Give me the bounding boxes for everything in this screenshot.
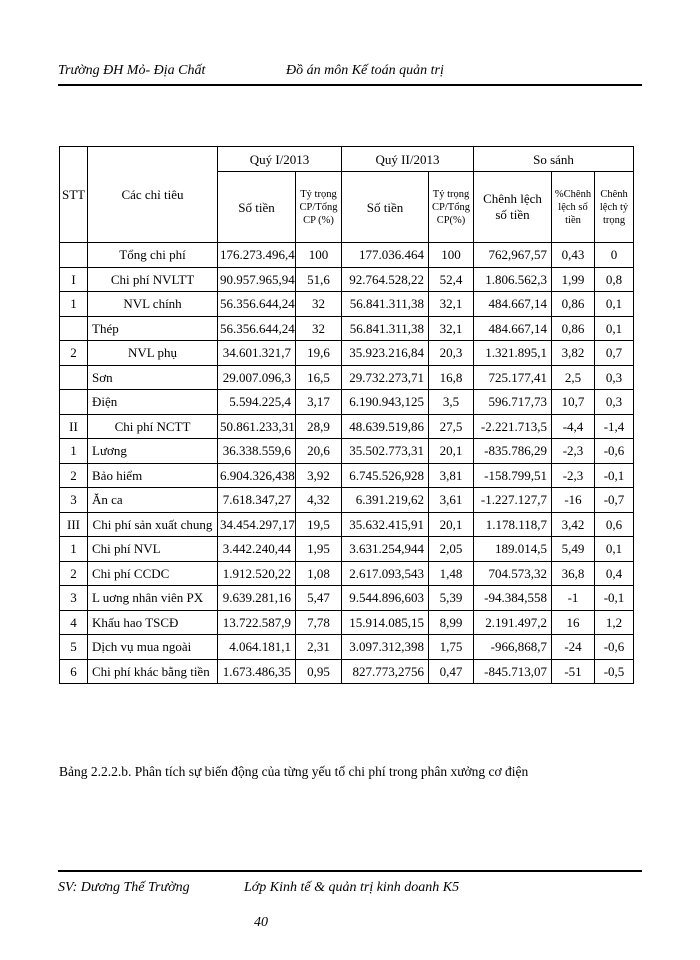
cell-amount-q1: 56.356.644,24 xyxy=(218,292,296,317)
cell-ratio-q1: 3,17 xyxy=(296,390,342,415)
cell-diff-pct: -16 xyxy=(552,488,595,513)
cell-diff-pct: -2,3 xyxy=(552,439,595,464)
cell-stt: 2 xyxy=(60,463,88,488)
cell-diff-pct: 1,99 xyxy=(552,267,595,292)
cell-diff-ratio: 0,6 xyxy=(595,512,634,537)
cell-item: NVL chính xyxy=(88,292,218,317)
cell-stt: 2 xyxy=(60,561,88,586)
cell-amount-q2: 827.773,2756 xyxy=(342,659,429,684)
cell-amount-q1: 4.064.181,1 xyxy=(218,635,296,660)
cell-amount-q1: 1.912.520,22 xyxy=(218,561,296,586)
cell-ratio-q2: 20,1 xyxy=(429,512,474,537)
cell-item: Chi phí CCDC xyxy=(88,561,218,586)
table-row xyxy=(60,463,634,488)
cell-item: Sơn xyxy=(88,365,218,390)
cell-ratio-q1: 32 xyxy=(296,316,342,341)
table-row xyxy=(60,512,634,537)
cell-ratio-q1: 2,31 xyxy=(296,635,342,660)
cell-amount-q2: 56.841.311,38 xyxy=(342,316,429,341)
cell-diff-ratio: 0,1 xyxy=(595,316,634,341)
cell-amount-q2: 56.841.311,38 xyxy=(342,292,429,317)
cell-amount-q2: 35.632.415,91 xyxy=(342,512,429,537)
col-compare: So sánh xyxy=(474,147,634,172)
cell-diff-ratio: -0,7 xyxy=(595,488,634,513)
cell-diff-ratio: -0,1 xyxy=(595,586,634,611)
table-row xyxy=(60,488,634,513)
cell-diff-amount: 2.191.497,2 xyxy=(474,610,552,635)
cell-stt: 3 xyxy=(60,488,88,513)
cell-diff-amount: -94.384,558 xyxy=(474,586,552,611)
table-caption: Bảng 2.2.2.b. Phân tích sự biến động của từng yếu tố chi phí trong phân xưởng cơ điện xyxy=(59,764,529,779)
cell-ratio-q1: 0,95 xyxy=(296,659,342,684)
table-row xyxy=(60,390,634,415)
table-row xyxy=(60,439,634,464)
cell-item: Dịch vụ mua ngoài xyxy=(88,635,218,660)
cell-diff-pct: 5,49 xyxy=(552,537,595,562)
cell-ratio-q2: 1,48 xyxy=(429,561,474,586)
table-row xyxy=(60,267,634,292)
cell-diff-pct: 36,8 xyxy=(552,561,595,586)
cell-item: Chi phí NVL xyxy=(88,537,218,562)
cell-amount-q1: 3.442.240,44 xyxy=(218,537,296,562)
cell-item: Chi phí khác bằng tiền xyxy=(88,659,218,684)
cell-ratio-q2: 20,1 xyxy=(429,439,474,464)
cell-ratio-q1: 28,9 xyxy=(296,414,342,439)
table-row xyxy=(60,316,634,341)
cell-ratio-q2: 32,1 xyxy=(429,316,474,341)
cell-stt: 3 xyxy=(60,586,88,611)
cell-ratio-q1: 4,32 xyxy=(296,488,342,513)
cell-ratio-q2: 3,5 xyxy=(429,390,474,415)
cell-diff-amount: 484.667,14 xyxy=(474,292,552,317)
cell-amount-q1: 13.722.587,9 xyxy=(218,610,296,635)
cell-ratio-q2: 0,47 xyxy=(429,659,474,684)
cell-stt xyxy=(60,316,88,341)
cell-item: Điện xyxy=(88,390,218,415)
table-body xyxy=(60,243,634,684)
cell-diff-ratio: 0,3 xyxy=(595,365,634,390)
table-row xyxy=(60,365,634,390)
cell-amount-q1: 36.338.559,6 xyxy=(218,439,296,464)
page-header xyxy=(58,63,642,83)
page-number: 40 xyxy=(254,915,268,930)
cell-stt xyxy=(60,243,88,268)
cell-stt: 6 xyxy=(60,659,88,684)
cell-amount-q1: 34.601.321,7 xyxy=(218,341,296,366)
cell-amount-q2: 15.914.085,15 xyxy=(342,610,429,635)
cell-diff-amount: 484.667,14 xyxy=(474,316,552,341)
cell-amount-q2: 48.639.519,86 xyxy=(342,414,429,439)
cost-analysis-table xyxy=(59,146,634,684)
cell-amount-q2: 6.391.219,62 xyxy=(342,488,429,513)
cell-diff-pct: 0,43 xyxy=(552,243,595,268)
cell-stt: I xyxy=(60,267,88,292)
cell-amount-q2: 9.544.896,603 xyxy=(342,586,429,611)
cell-diff-pct: 0,86 xyxy=(552,292,595,317)
cell-ratio-q1: 19,6 xyxy=(296,341,342,366)
table-row xyxy=(60,610,634,635)
cell-diff-pct: -24 xyxy=(552,635,595,660)
col-diff-amount: Chênh lệch số tiền xyxy=(474,172,552,243)
cell-diff-amount: 704.573,32 xyxy=(474,561,552,586)
cell-amount-q1: 176.273.496,4 xyxy=(218,243,296,268)
table-row xyxy=(60,561,634,586)
cell-diff-ratio: 0,8 xyxy=(595,267,634,292)
cell-amount-q1: 5.594.225,4 xyxy=(218,390,296,415)
cell-stt: III xyxy=(60,512,88,537)
cell-diff-ratio: 0,7 xyxy=(595,341,634,366)
col-ratio-q1: Tỷ trọng CP/Tổng CP (%) xyxy=(296,172,342,243)
cell-diff-ratio: -1,4 xyxy=(595,414,634,439)
cell-amount-q1: 1.673.486,35 xyxy=(218,659,296,684)
cell-amount-q1: 34.454.297,17 xyxy=(218,512,296,537)
cell-amount-q2: 92.764.528,22 xyxy=(342,267,429,292)
cell-ratio-q2: 32,1 xyxy=(429,292,474,317)
cell-ratio-q1: 16,5 xyxy=(296,365,342,390)
table-row xyxy=(60,586,634,611)
cell-ratio-q2: 20,3 xyxy=(429,341,474,366)
cell-ratio-q2: 27,5 xyxy=(429,414,474,439)
cell-ratio-q2: 52,4 xyxy=(429,267,474,292)
cell-amount-q2: 2.617.093,543 xyxy=(342,561,429,586)
col-diff-pct: %Chênh lệch số tiền xyxy=(552,172,595,243)
footer-rule xyxy=(58,870,642,872)
cell-diff-pct: 10,7 xyxy=(552,390,595,415)
header-rule xyxy=(58,84,642,86)
cell-diff-amount: 596.717,73 xyxy=(474,390,552,415)
cell-ratio-q1: 20,6 xyxy=(296,439,342,464)
cell-diff-amount: 1.178.118,7 xyxy=(474,512,552,537)
cell-diff-amount: -966,868,7 xyxy=(474,635,552,660)
cell-amount-q1: 9.639.281,16 xyxy=(218,586,296,611)
cell-diff-amount: 189.014,5 xyxy=(474,537,552,562)
cell-diff-pct: 2,5 xyxy=(552,365,595,390)
cell-amount-q2: 35.502.773,31 xyxy=(342,439,429,464)
cell-ratio-q2: 2,05 xyxy=(429,537,474,562)
cell-stt: 5 xyxy=(60,635,88,660)
cell-stt: 1 xyxy=(60,292,88,317)
cell-stt xyxy=(60,365,88,390)
cell-diff-ratio: 0,4 xyxy=(595,561,634,586)
table-row xyxy=(60,292,634,317)
footer-class: Lớp Kinh tế & quản trị kinh doanh K5 xyxy=(244,880,460,895)
cell-diff-pct: 0,86 xyxy=(552,316,595,341)
cell-diff-amount: 725.177,41 xyxy=(474,365,552,390)
cell-diff-amount: -1.227.127,7 xyxy=(474,488,552,513)
cell-item: Thép xyxy=(88,316,218,341)
cell-diff-ratio: 0 xyxy=(595,243,634,268)
table-row xyxy=(60,635,634,660)
cell-stt xyxy=(60,390,88,415)
cell-diff-amount: -845.713,07 xyxy=(474,659,552,684)
cell-diff-ratio: -0,6 xyxy=(595,635,634,660)
cell-ratio-q1: 1,08 xyxy=(296,561,342,586)
cell-ratio-q1: 7,78 xyxy=(296,610,342,635)
col-q1: Quý I/2013 xyxy=(218,147,342,172)
cell-ratio-q2: 8,99 xyxy=(429,610,474,635)
cell-amount-q2: 6.190.943,125 xyxy=(342,390,429,415)
cell-amount-q2: 3.631.254,944 xyxy=(342,537,429,562)
cell-item: Chi phí sản xuất chung xyxy=(88,512,218,537)
cell-stt: 4 xyxy=(60,610,88,635)
col-ratio-q2: Tỷ trọng CP/Tổng CP(%) xyxy=(429,172,474,243)
cell-item: Ăn ca xyxy=(88,488,218,513)
cell-amount-q1: 56.356.644,24 xyxy=(218,316,296,341)
table-row xyxy=(60,659,634,684)
cell-amount-q2: 29.732.273,71 xyxy=(342,365,429,390)
cell-amount-q1: 90.957.965,94 xyxy=(218,267,296,292)
footer-student: SV: Dương Thế Trường xyxy=(58,880,190,895)
col-stt: STT xyxy=(60,147,88,243)
cell-diff-ratio: 0,3 xyxy=(595,390,634,415)
cell-diff-amount: 1.321.895,1 xyxy=(474,341,552,366)
cell-ratio-q2: 5,39 xyxy=(429,586,474,611)
cell-diff-ratio: 1,2 xyxy=(595,610,634,635)
cell-diff-amount: -158.799,51 xyxy=(474,463,552,488)
cell-amount-q1: 6.904.326,438 xyxy=(218,463,296,488)
cell-diff-pct: 3,82 xyxy=(552,341,595,366)
cell-amount-q1: 7.618.347,27 xyxy=(218,488,296,513)
cell-ratio-q2: 3,61 xyxy=(429,488,474,513)
cell-diff-amount: -2.221.713,5 xyxy=(474,414,552,439)
cell-stt: II xyxy=(60,414,88,439)
cell-amount-q2: 177.036.464 xyxy=(342,243,429,268)
cell-item: Lương xyxy=(88,439,218,464)
cell-item: Khấu hao TSCĐ xyxy=(88,610,218,635)
cell-ratio-q2: 3,81 xyxy=(429,463,474,488)
cell-diff-ratio: -0,5 xyxy=(595,659,634,684)
header-school: Trường ĐH Mỏ- Địa Chất xyxy=(58,63,206,78)
col-diff-ratio: Chênh lệch tỷ trọng xyxy=(595,172,634,243)
cell-ratio-q2: 16,8 xyxy=(429,365,474,390)
cell-diff-pct: -1 xyxy=(552,586,595,611)
col-item: Các chỉ tiêu xyxy=(88,147,218,243)
cell-stt: 2 xyxy=(60,341,88,366)
cell-diff-pct: -4,4 xyxy=(552,414,595,439)
table-row xyxy=(60,341,634,366)
cell-amount-q1: 50.861.233,31 xyxy=(218,414,296,439)
cell-stt: 1 xyxy=(60,439,88,464)
cell-ratio-q1: 19,5 xyxy=(296,512,342,537)
cell-diff-pct: 3,42 xyxy=(552,512,595,537)
cell-item: NVL phụ xyxy=(88,341,218,366)
cell-ratio-q1: 51,6 xyxy=(296,267,342,292)
col-amount-q1: Số tiền xyxy=(218,172,296,243)
cell-item: Bảo hiểm xyxy=(88,463,218,488)
table-row xyxy=(60,414,634,439)
cell-diff-pct: -2,3 xyxy=(552,463,595,488)
cell-item: Chi phí NCTT xyxy=(88,414,218,439)
cell-ratio-q1: 32 xyxy=(296,292,342,317)
cell-diff-amount: 762,967,57 xyxy=(474,243,552,268)
col-amount-q2: Số tiền xyxy=(342,172,429,243)
cell-amount-q2: 35.923.216,84 xyxy=(342,341,429,366)
cell-amount-q1: 29.007.096,3 xyxy=(218,365,296,390)
cell-amount-q2: 6.745.526,928 xyxy=(342,463,429,488)
cell-diff-pct: 16 xyxy=(552,610,595,635)
cell-amount-q2: 3.097.312,398 xyxy=(342,635,429,660)
cell-ratio-q2: 1,75 xyxy=(429,635,474,660)
cell-item: Chi phí NVLTT xyxy=(88,267,218,292)
cell-item: Tổng chi phí xyxy=(88,243,218,268)
cell-diff-amount: -835.786,29 xyxy=(474,439,552,464)
cost-analysis-table-wrapper xyxy=(59,146,633,684)
table-row xyxy=(60,243,634,268)
cell-diff-pct: -51 xyxy=(552,659,595,684)
header-project: Đồ án môn Kế toán quản trị xyxy=(286,63,444,78)
cell-ratio-q1: 3,92 xyxy=(296,463,342,488)
cell-diff-ratio: -0,6 xyxy=(595,439,634,464)
cell-ratio-q1: 100 xyxy=(296,243,342,268)
cell-diff-ratio: -0,1 xyxy=(595,463,634,488)
cell-ratio-q2: 100 xyxy=(429,243,474,268)
cell-stt: 1 xyxy=(60,537,88,562)
col-q2: Quý II/2013 xyxy=(342,147,474,172)
table-row xyxy=(60,537,634,562)
cell-item: L uơng nhân viên PX xyxy=(88,586,218,611)
cell-ratio-q1: 5,47 xyxy=(296,586,342,611)
cell-diff-amount: 1.806.562,3 xyxy=(474,267,552,292)
cell-diff-ratio: 0,1 xyxy=(595,292,634,317)
cell-diff-ratio: 0,1 xyxy=(595,537,634,562)
cell-ratio-q1: 1,95 xyxy=(296,537,342,562)
